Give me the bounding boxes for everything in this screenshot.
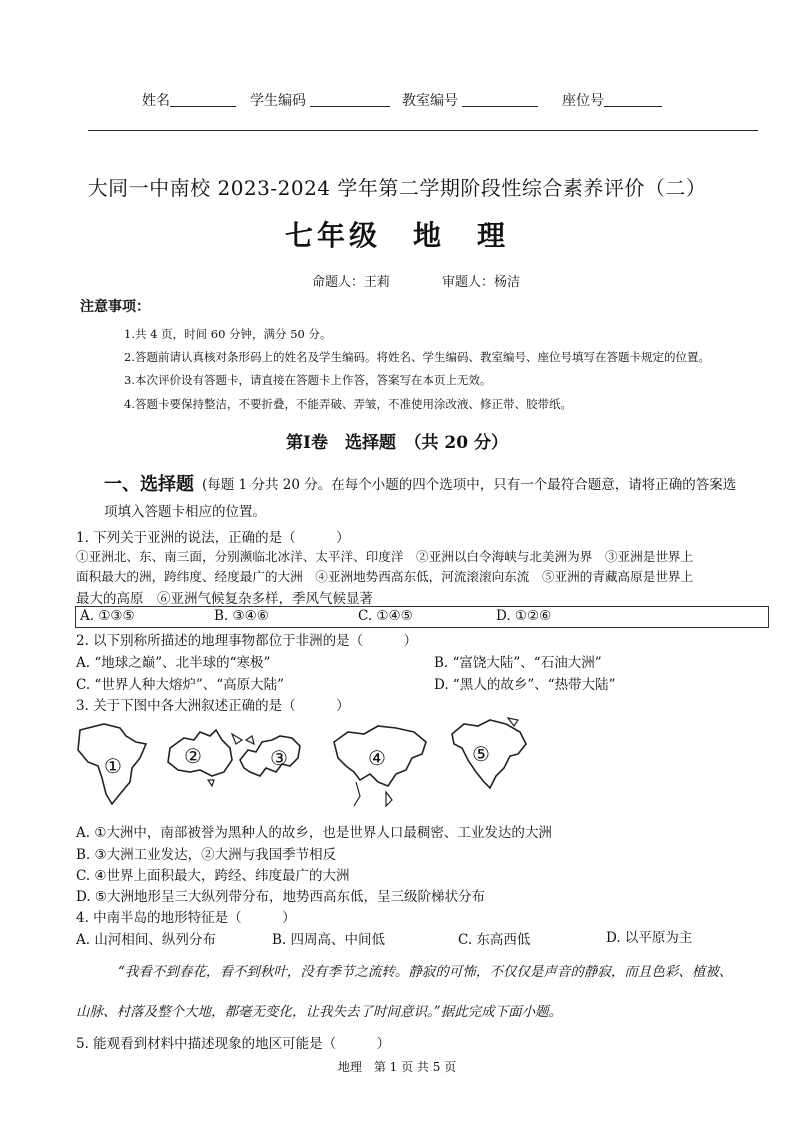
q1-option-d: D. ①②⑥ bbox=[496, 608, 552, 624]
classroom-label: 教室编号 bbox=[402, 93, 458, 109]
section-title: 第Ⅰ卷 选择题 （共 20 分） bbox=[286, 433, 508, 453]
q1-options-box bbox=[75, 606, 769, 628]
passage-line: 山脉、村落及整个大地，都毫无变化，让我失去了时间意识。”据此完成下面小题。 bbox=[76, 1004, 563, 1020]
q2-option-c: C. “世界人种大熔炉”、“高原大陆” bbox=[76, 677, 285, 693]
name-label: 姓名 bbox=[142, 93, 170, 109]
q1-statement-line: 面积最大的洲，跨纬度、经度最广的大洲 ④亚洲地势西高东低，河流滚滚向东流 ⑤亚洲的青藏高原是世界上 bbox=[76, 569, 694, 584]
notice-item: 4.答题卡要保持整洁，不要折叠，不能弄破、弄皱，不准使用涂改液、修正带、胶带纸。 bbox=[124, 397, 572, 411]
notice-item: 2.答题前请认真核对条形码上的姓名及学生编码。将姓名、学生编码、教室编号、座位号填写在答题卡规定的位置。 bbox=[124, 350, 710, 364]
setter: 命题人：王莉 bbox=[312, 275, 391, 290]
map-label-1: ① bbox=[104, 754, 122, 778]
page-footer: 地理 第 1 页 共 5 页 bbox=[337, 1060, 457, 1074]
q4-option-c: C. 东高西低 bbox=[458, 932, 531, 948]
q2-option-a: A. “地球之巅”、北半球的“寒极” bbox=[76, 655, 271, 671]
seat-blank bbox=[604, 92, 662, 107]
classroom-blank bbox=[462, 92, 538, 107]
q4-option-b: B. 四周高、中间低 bbox=[272, 932, 386, 948]
q2-option-d: D. “黑人的故乡”、“热带大陆” bbox=[434, 677, 616, 693]
q4-stem: 4. 中南半岛的地形特征是（ ） bbox=[76, 910, 296, 926]
classroom-field bbox=[402, 90, 538, 110]
name-blank bbox=[170, 92, 236, 107]
continent-map-north-america bbox=[446, 716, 530, 796]
map-label-5: ⑤ bbox=[472, 742, 490, 766]
q3-option-c: C. ④世界上面积最大，跨经、纬度最广的大洲 bbox=[76, 868, 350, 884]
q2-option-b: B. “富饶大陆”、“石油大洲” bbox=[434, 655, 602, 671]
q1-option-b: B. ③④⑥ bbox=[214, 608, 269, 624]
exam-title: 大同一中南校 2023-2024 学年第二学期阶段性综合素养评价（二） bbox=[87, 176, 707, 200]
student-id-label: 学生编码 bbox=[250, 93, 306, 109]
q1-option-a: A. ①③⑤ bbox=[80, 608, 135, 624]
q5-stem: 5. 能观看到材料中描述现象的地区可能是（ ） bbox=[76, 1036, 391, 1052]
subject-title: 七年级 地 理 bbox=[284, 219, 509, 252]
map-label-2: ② bbox=[184, 744, 202, 768]
part1-instruction: (每题 1 分共 20 分。在每个小题的四个选项中，只有一个最符合题意，请将正确的答案选 bbox=[202, 477, 737, 493]
q3-option-d: D. ⑤大洲地形呈三大纵列带分布，地势西高东低，呈三级阶梯状分布 bbox=[76, 889, 486, 905]
map-label-4: ④ bbox=[368, 746, 386, 770]
q1-option-c: C. ①④⑤ bbox=[358, 608, 413, 624]
q3-option-a: A. ①大洲中，南部被誉为黑种人的故乡，也是世界人口最稠密、工业发达的大洲 bbox=[76, 825, 552, 841]
seat-label: 座位号 bbox=[562, 93, 604, 109]
reviewer: 审题人：杨洁 bbox=[442, 275, 521, 290]
q1-statement-line: ①亚洲北、东、南三面，分别濒临北冰洋、太平洋、印度洋 ②亚洲以白令海峡与北美洲为界 ③亚洲是世界上 bbox=[76, 549, 694, 564]
passage-line: “我看不到春花，看不到秋叶，没有季节之流转。静寂的可怖，不仅仅是声音的静寂，而且色彩、植被、 bbox=[118, 964, 733, 980]
q2-stem: 2. 以下别称所描述的地理事物都位于非洲的是（ ） bbox=[76, 633, 418, 649]
q4-option-d: D. 以平原为主 bbox=[606, 930, 693, 946]
continent-map-europe bbox=[236, 732, 306, 786]
continent-map-asia bbox=[330, 722, 430, 812]
continent-map-africa bbox=[74, 722, 154, 812]
q1-statement-line: 最大的高原 ⑥亚洲气候复杂多样，季风气候显著 bbox=[76, 591, 373, 607]
name-field bbox=[142, 90, 236, 110]
map-label-3: ③ bbox=[270, 746, 288, 770]
continent-map-oceania bbox=[160, 726, 244, 790]
seat-field bbox=[562, 90, 662, 110]
q1-stem: 1. 下列关于亚洲的说法，正确的是（ ） bbox=[76, 530, 350, 546]
notice-item: 3.本次评价设有答题卡，请直接在答题卡上作答，答案写在本页上无效。 bbox=[124, 373, 492, 387]
part1-heading: 一、选择题 bbox=[104, 474, 194, 495]
notice-heading: 注意事项： bbox=[80, 299, 150, 315]
part1-instruction-cont: 项填入答题卡相应的位置。 bbox=[104, 504, 266, 520]
q3-option-b: B. ③大洲工业发达，②大洲与我国季节相反 bbox=[76, 847, 337, 863]
student-id-blank bbox=[310, 92, 390, 107]
q4-option-a: A. 山河相间、纵列分布 bbox=[76, 932, 216, 948]
header-rule bbox=[88, 130, 758, 131]
q3-stem: 3. 关于下图中各大洲叙述正确的是（ ） bbox=[76, 698, 350, 714]
australia-outline-icon bbox=[160, 726, 244, 786]
student-id-field bbox=[250, 90, 390, 110]
notice-item: 1.共 4 页，时间 60 分钟，满分 50 分。 bbox=[124, 327, 332, 341]
